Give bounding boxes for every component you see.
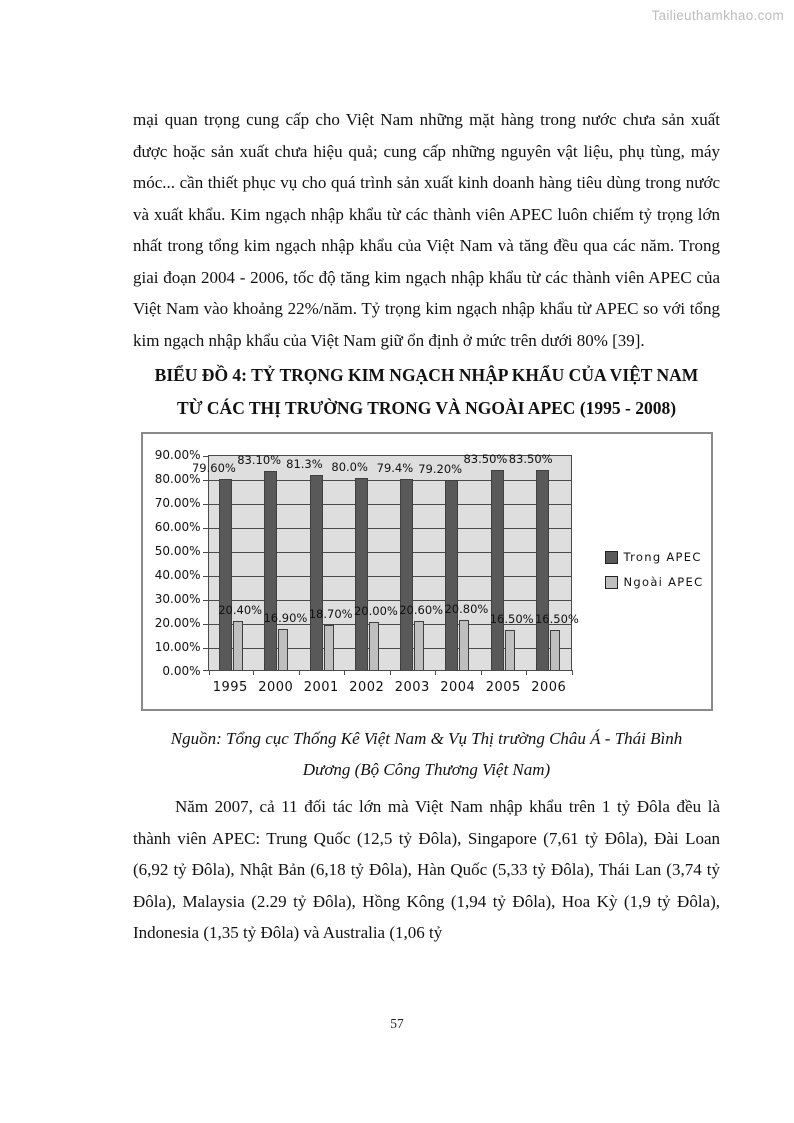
page-number: 57 bbox=[390, 1016, 404, 1031]
x-axis-tick bbox=[344, 670, 345, 675]
figure-title-line2: TỪ CÁC THỊ TRƯỜNG TRONG VÀ NGOÀI APEC (1995 - 2008) bbox=[176, 398, 677, 418]
bar-ngoai-apec bbox=[278, 629, 288, 670]
bar-trong-apec bbox=[219, 479, 232, 670]
bar-value-label: 79.4% bbox=[376, 461, 414, 476]
bar-ngoai-apec bbox=[324, 625, 334, 670]
y-tick-label: 80.00% bbox=[154, 472, 201, 486]
bar-ngoai-apec bbox=[414, 621, 424, 670]
x-axis-tick bbox=[253, 670, 254, 675]
paragraph-imports: mại quan trọng cung cấp cho Việt Nam những mặt hàng trong nước chưa sản xuất được hoặc sản xuất chưa hiệu quả; cung cấp những nguyên vật liệu, phụ tùng, máy móc... cần thiết phục vụ cho quá trình sản xuất kinh doanh hàng tiêu dùng trong nước và xuất khẩu. Kim ngạch nhập khẩu từ các thành viên APEC luôn chiếm tỷ trọng lớn nhất trong tổng kim ngạch nhập khẩu của Việt Nam và tăng đều qua các năm. Trong giai đoạn 2004 - 2006, tốc độ tăng kim ngạch nhập khẩu từ các thành viên APEC của Việt Nam vào khoảng 22%/năm. Tỷ trọng kim ngạch nhập khẩu từ APEC so với tổng kim ngạch nhập khẩu của Việt Nam giữ ổn định ở mức trên dưới 80% [39]. bbox=[133, 110, 720, 350]
y-tick-label: 20.00% bbox=[154, 616, 201, 630]
bar-value-label: 81.3% bbox=[286, 456, 323, 471]
bar-value-label: 83.50% bbox=[463, 451, 508, 466]
y-tick-label: 70.00% bbox=[154, 496, 201, 510]
x-axis-tick bbox=[526, 670, 527, 675]
figure-title-line1: BIỂU ĐỒ 4: TỶ TRỌNG KIM NGẠCH NHẬP KHẨU CỦA VIỆT NAM bbox=[154, 365, 699, 385]
figure-source-line2: Dương (Bộ Công Thương Việt Nam) bbox=[302, 760, 551, 779]
x-axis-tick bbox=[390, 670, 391, 675]
paragraph-partners: Năm 2007, cả 11 đối tác lớn mà Việt Nam nhập khẩu trên 1 tỷ Đôla đều là thành viên APEC: Trung Quốc (12,5 tỷ Đôla), Singapore (7,61 tỷ Đôla), Đài Loan (6,92 tỷ Đôla), Nhật Bản (6,18 tỷ Đôla), Hàn Quốc (5,33 tỷ Đôla), Thái Lan (3,74 tỷ Đôla), Malaysia (2.29 tỷ Đôla), Hồng Kông (1,94 tỷ Đôla), Hoa Kỳ (1,9 tỷ Đôla), Indonesia (1,35 tỷ Đôla) và Australia (1,06 tỷ bbox=[133, 797, 720, 942]
bar-trong-apec bbox=[491, 470, 504, 670]
y-tick-label: 50.00% bbox=[154, 544, 201, 558]
bar-value-label: 80.0% bbox=[331, 460, 368, 474]
y-tick-label: 40.00% bbox=[154, 568, 201, 582]
bar-value-label: 16.50% bbox=[489, 612, 534, 627]
category-group bbox=[508, 451, 579, 670]
y-tick-label: 10.00% bbox=[154, 640, 201, 654]
bar-ngoai-apec bbox=[459, 620, 469, 670]
legend-item bbox=[605, 575, 704, 589]
bar-ngoai-apec bbox=[369, 622, 379, 670]
x-category-label: 2006 bbox=[531, 680, 567, 695]
figure-source-line1: Nguồn: Tổng cục Thống Kê Việt Nam & Vụ Thị trường Châu Á - Thái Bình bbox=[170, 729, 683, 748]
x-category-label: 2003 bbox=[394, 680, 430, 695]
category-group bbox=[191, 456, 263, 670]
x-axis-tick bbox=[481, 670, 482, 675]
bar-chart bbox=[141, 432, 713, 711]
bar-value-label: 20.80% bbox=[444, 602, 489, 617]
y-tick-label: 30.00% bbox=[154, 592, 201, 606]
plot-area bbox=[191, 451, 579, 671]
bar-value-label: 18.70% bbox=[308, 607, 353, 622]
x-category-label: 2001 bbox=[303, 680, 339, 695]
x-axis-tick bbox=[209, 670, 210, 675]
y-tick-label: 0.00% bbox=[162, 664, 201, 678]
legend-swatch-trong-apec bbox=[605, 551, 618, 564]
bar-value-label: 79.20% bbox=[418, 461, 463, 476]
bar-value-label: 20.00% bbox=[353, 604, 398, 618]
bar-value-label: 83.10% bbox=[237, 452, 282, 467]
figure-source bbox=[133, 723, 720, 785]
watermark: Tailieuthamkhao.com bbox=[651, 8, 784, 23]
x-category-label: 2000 bbox=[258, 680, 294, 695]
page-content bbox=[133, 104, 720, 949]
bar-value-label: 20.40% bbox=[218, 603, 263, 618]
bar-value-label: 79.60% bbox=[191, 460, 236, 475]
bar-trong-apec bbox=[310, 475, 323, 670]
legend-label: Ngoài APEC bbox=[623, 575, 704, 589]
x-category-label: 2005 bbox=[485, 680, 521, 695]
bar-ngoai-apec bbox=[505, 630, 515, 670]
x-category-label: 2004 bbox=[440, 680, 476, 695]
y-tick-label: 60.00% bbox=[154, 520, 201, 534]
bar-value-label: 20.60% bbox=[399, 602, 444, 617]
bar-trong-apec bbox=[400, 479, 413, 670]
bar-trong-apec bbox=[445, 480, 458, 670]
x-axis-labels bbox=[208, 680, 572, 695]
y-tick-label: 90.00% bbox=[154, 448, 201, 462]
x-axis-tick bbox=[299, 670, 300, 675]
bar-trong-apec bbox=[536, 470, 549, 670]
x-category-label: 1995 bbox=[212, 680, 248, 695]
bar-groups bbox=[191, 451, 579, 670]
bar-value-label: 16.90% bbox=[263, 611, 308, 626]
x-category-label: 2002 bbox=[349, 680, 385, 695]
x-axis-tick bbox=[572, 670, 573, 675]
bar-ngoai-apec bbox=[550, 630, 560, 670]
legend-item bbox=[605, 550, 704, 564]
legend-swatch-ngoai-apec bbox=[605, 576, 618, 589]
bar-trong-apec bbox=[355, 478, 368, 670]
chart-legend bbox=[605, 550, 704, 600]
bar-ngoai-apec bbox=[233, 621, 243, 670]
figure-title bbox=[133, 359, 720, 425]
bar-value-label: 83.50% bbox=[508, 451, 553, 466]
legend-label: Trong APEC bbox=[623, 550, 702, 564]
bar-value-label: 16.50% bbox=[534, 612, 579, 627]
x-axis-tick bbox=[435, 670, 436, 675]
bar-trong-apec bbox=[264, 471, 277, 670]
